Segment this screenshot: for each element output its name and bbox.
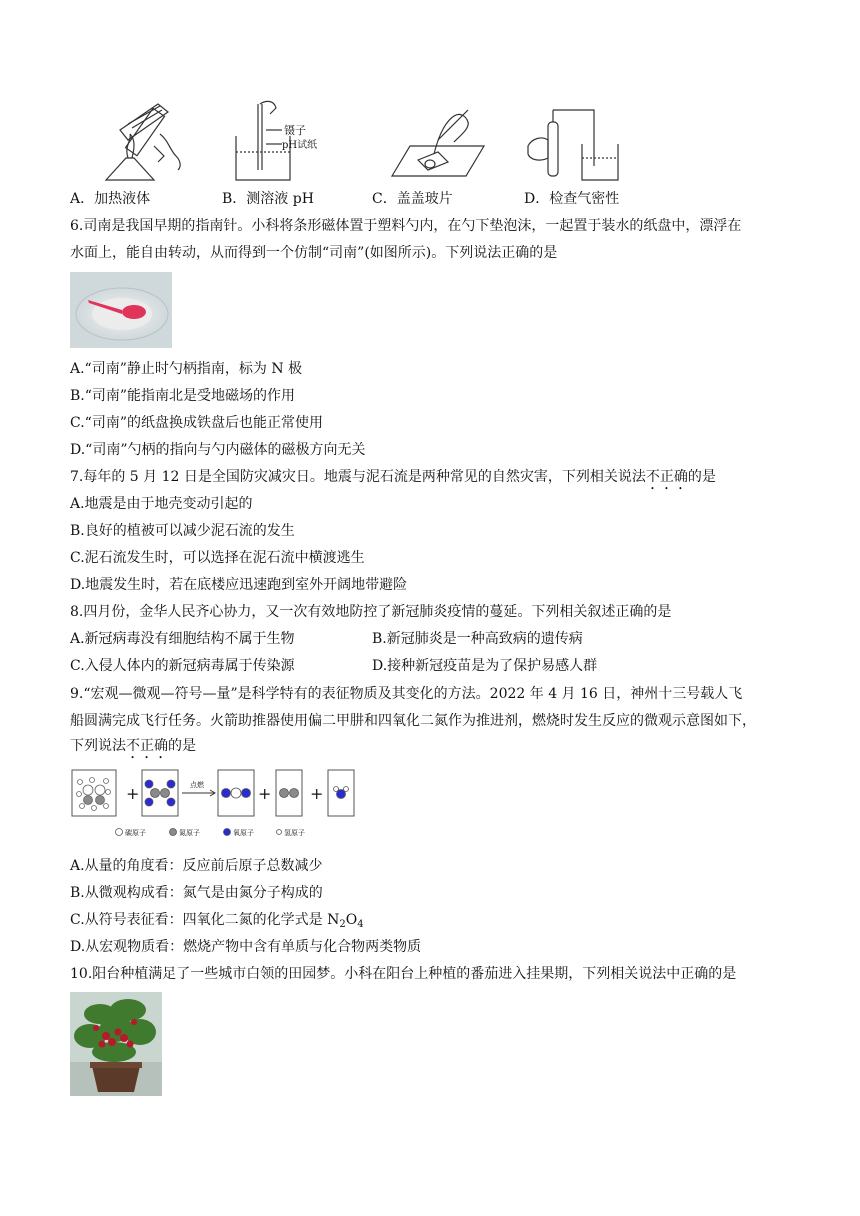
q9-option-b: B.从微观构成看：氮气是由氮分子构成的 bbox=[70, 885, 323, 901]
q9-stem-line3-end: 的是 bbox=[168, 738, 196, 754]
q9-stem-line3 bbox=[70, 737, 196, 762]
q6-option-d: D.“司南”勺柄的指向与勺内磁体的磁极方向无关 bbox=[70, 442, 366, 458]
q7-option-a: A.地震是由于地壳变动引起的 bbox=[70, 496, 253, 512]
q9-stem-emphasis: 不正确 bbox=[126, 738, 168, 754]
heating-liquid-figure bbox=[98, 100, 188, 182]
legend-nitrogen: 氮原子 bbox=[179, 829, 200, 837]
q8-option-c: C.入侵人体内的新冠病毒属于传染源 bbox=[70, 658, 295, 674]
arrow-label: 点燃 bbox=[190, 781, 204, 789]
svg-text:+: + bbox=[258, 784, 272, 803]
sinan-photo bbox=[70, 272, 172, 348]
q7-stem bbox=[70, 468, 716, 493]
q9-option-c-sub1: 2 bbox=[339, 919, 346, 930]
q7-option-b: B.良好的植被可以减少泥石流的发生 bbox=[70, 523, 295, 539]
q8-option-b: B.新冠肺炎是一种高致病的遗传病 bbox=[372, 631, 583, 647]
q9-option-c bbox=[70, 911, 364, 934]
q9-option-a: A.从量的角度看：反应前后原子总数减少 bbox=[70, 858, 323, 874]
q6-stem-line2: 水面上，能自由转动，从而得到一个仿制“司南”(如图所示)。下列说法正确的是 bbox=[70, 245, 558, 261]
water-molecule bbox=[334, 787, 349, 799]
q7-stem-emphasis: 不正确 bbox=[645, 469, 688, 485]
cover-slip-figure bbox=[388, 100, 488, 182]
q6-option-a: A.“司南”静止时勺柄指南，标为 N 极 bbox=[70, 361, 303, 377]
q9-stem-line3-text: 下列说法 bbox=[70, 738, 126, 754]
q10-stem: 10.阳台种植满足了一些城市白领的田园梦。小科在阳台上种植的番茄进入挂果期，下列相关说法中正确的是 bbox=[70, 966, 737, 982]
nitrogen-molecule bbox=[280, 789, 299, 798]
q9-option-c-o: O bbox=[345, 912, 358, 928]
q5-option-b: B．测溶液 pH bbox=[222, 191, 314, 207]
tomato-plant-photo bbox=[70, 992, 162, 1096]
q7-stem-end: 的是 bbox=[687, 469, 716, 485]
q9-stem-line2: 船圆满完成飞行任务。火箭助推器使用偏二甲肼和四氧化二氮作为推进剂，燃烧时发生反应的微观示意图如下， bbox=[70, 713, 756, 729]
q9-option-c-sub2: 4 bbox=[357, 919, 364, 930]
q7-option-d: D.地震发生时，若在底楼应迅速跑到室外开阔地带避险 bbox=[70, 577, 408, 593]
q9-stem-line1: 9.“宏观—微观—符号—量”是科学特有的表征物质及其变化的方法。2022 年 4 月 16 日，神州十三号载人飞 bbox=[70, 686, 743, 702]
legend-oxygen: 氧原子 bbox=[233, 829, 254, 837]
q8-option-a: A.新冠病毒没有细胞结构不属于生物 bbox=[70, 631, 295, 647]
q8-option-d: D.接种新冠疫苗是为了保护易感人群 bbox=[372, 658, 598, 674]
q6-option-b: B.“司南”能指南北是受地磁场的作用 bbox=[70, 388, 296, 404]
ph-paper-label: pH试纸 bbox=[282, 140, 318, 151]
svg-text:+: + bbox=[310, 784, 324, 803]
q7-stem-text: 7.每年的 5 月 12 日是全国防灾减灾日。地震与泥石流是两种常见的自然灾害，下列相关说法 bbox=[70, 469, 646, 485]
q7-option-c: C.泥石流发生时，可以选择在泥石流中横渡逃生 bbox=[70, 550, 365, 566]
dimethylhydrazine-molecule bbox=[77, 778, 111, 811]
q8-stem: 8.四月份，金华人民齐心协力，又一次有效地防控了新冠肺炎疫情的蔓延。下列相关叙述正确的是 bbox=[70, 604, 672, 620]
tweezers-label: 镊子 bbox=[284, 124, 306, 137]
q6-option-c: C.“司南”的纸盘换成铁盘后也能正常使用 bbox=[70, 415, 323, 431]
q9-option-d: D.从宏观物质看：燃烧产物中含有单质与化合物两类物质 bbox=[70, 939, 422, 955]
q9-option-c-text: C.从符号表征看：四氧化二氮的化学式是 N bbox=[70, 912, 340, 928]
legend-carbon: 碳原子 bbox=[125, 829, 146, 837]
airtightness-figure bbox=[522, 100, 622, 182]
reaction-micro-diagram bbox=[70, 768, 360, 840]
q8-options-row1 bbox=[70, 630, 583, 648]
q5-option-a: A．加热液体 bbox=[70, 191, 151, 207]
q5-option-c: C．盖盖玻片 bbox=[372, 191, 453, 207]
dinitrogen-tetroxide-molecule bbox=[145, 780, 175, 806]
svg-text:+: + bbox=[126, 784, 140, 803]
q8-options-row2 bbox=[70, 657, 598, 675]
ph-measure-figure bbox=[230, 100, 320, 182]
atom-legend bbox=[116, 828, 306, 837]
carbon-dioxide-molecule bbox=[222, 788, 251, 798]
legend-hydrogen: 氢原子 bbox=[284, 829, 305, 837]
q5-option-d: D．检查气密性 bbox=[524, 191, 620, 207]
q6-stem-line1: 6.司南是我国早期的指南针。小科将条形磁体置于塑料勺内，在勺下垫泡沫，一起置于装水的纸盘中，漂浮在 bbox=[70, 218, 742, 234]
